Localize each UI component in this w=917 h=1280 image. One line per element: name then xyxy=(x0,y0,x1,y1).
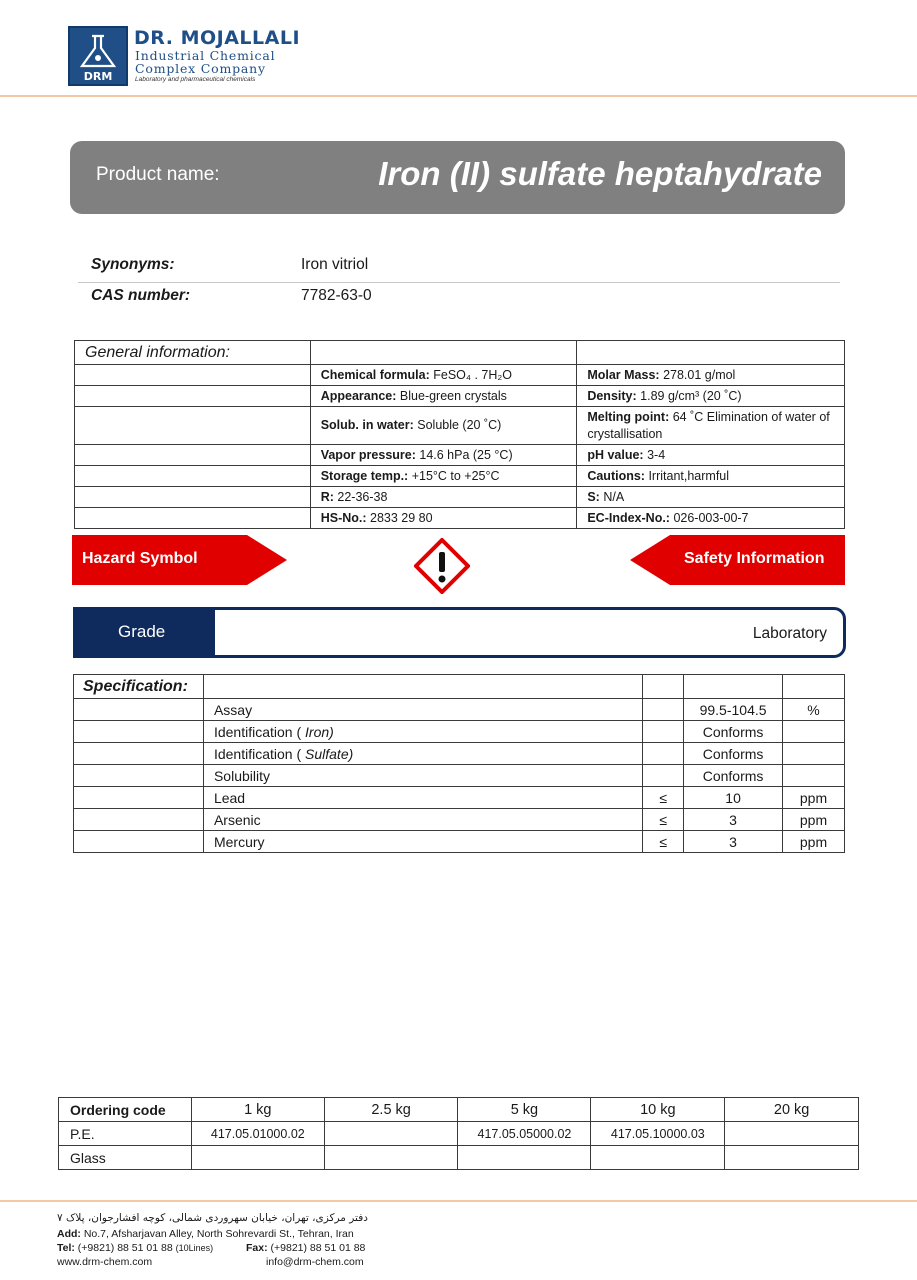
footer-divider xyxy=(0,1200,917,1202)
info-cell: EC-Index-No.: 026-003-00-7 xyxy=(577,508,845,529)
info-cell: HS-No.: 2833 29 80 xyxy=(310,508,577,529)
info-cell: Melting point: 64 ˚C Elimination of water of crystallisation xyxy=(577,407,845,445)
synonyms-label: Synonyms: xyxy=(91,256,175,273)
size-header: 10 kg xyxy=(591,1098,725,1122)
spec-row: Lead ≤ 10 ppm xyxy=(74,787,845,809)
ordering-row: P.E. 417.05.01000.02 417.05.05000.02 417.05.10000.03 xyxy=(59,1122,859,1146)
specification-table xyxy=(73,674,845,853)
product-label: Product name: xyxy=(96,164,220,185)
info-cell: Storage temp.: +15°C to +25°C xyxy=(310,466,577,487)
info-cell: Solub. in water: Soluble (20 ˚C) xyxy=(310,407,577,445)
ordering-table xyxy=(58,1097,859,1170)
cas-label: CAS number: xyxy=(91,287,191,304)
info-cell: Molar Mass: 278.01 g/mol xyxy=(577,365,845,386)
ordering-row: Glass xyxy=(59,1146,859,1170)
synonyms-value: Iron vitriol xyxy=(301,256,369,273)
ordering-code-header: Ordering code xyxy=(59,1098,192,1122)
size-header: 2.5 kg xyxy=(324,1098,458,1122)
company-logo xyxy=(68,26,128,86)
info-cell: pH value: 3-4 xyxy=(577,445,845,466)
logo-text: DRM xyxy=(83,70,113,83)
company-title: DR. MOJALLALI xyxy=(134,27,301,49)
size-header: 20 kg xyxy=(725,1098,859,1122)
spec-row: Identification ( Sulfate) Conforms xyxy=(74,743,845,765)
info-cell: Vapor pressure: 14.6 hPa (25 °C) xyxy=(310,445,577,466)
info-cell: Appearance: Blue-green crystals xyxy=(310,386,577,407)
product-name: Iron (II) sulfate heptahydrate xyxy=(378,155,822,192)
grade-value: Laboratory xyxy=(752,625,827,642)
hazard-symbol-label: Hazard Symbol xyxy=(82,550,198,567)
info-cell: Cautions: Irritant,harmful xyxy=(577,466,845,487)
info-cell: R: 22-36-38 xyxy=(310,487,577,508)
spec-row: Arsenic ≤ 3 ppm xyxy=(74,809,845,831)
general-info-title: General information: xyxy=(75,341,311,365)
safety-information-label: Safety Information xyxy=(684,550,825,567)
fax-line: Fax: (+9821) 88 51 01 88 xyxy=(246,1242,366,1254)
address-farsi: دفتر مرکزی، تهران، خیابان سهروردی شمالی، کوچه افشارجوان، پلاک ۷ xyxy=(57,1212,368,1224)
header-divider xyxy=(0,95,917,97)
company-tagline: Laboratory and pharmaceutical chemicals xyxy=(135,76,256,83)
size-header: 1 kg xyxy=(191,1098,324,1122)
flask-icon xyxy=(70,28,126,84)
info-cell: Density: 1.89 g/cm³ (20 ˚C) xyxy=(577,386,845,407)
info-cell: Chemical formula: FeSO₄ . 7H₂O xyxy=(310,365,577,386)
specification-title: Specification: xyxy=(74,675,204,699)
size-header: 5 kg xyxy=(458,1098,591,1122)
synonyms-divider xyxy=(78,282,840,283)
general-info-table xyxy=(74,340,845,529)
info-cell: S: N/A xyxy=(577,487,845,508)
grade-label: Grade xyxy=(118,622,166,641)
spec-row: Solubility Conforms xyxy=(74,765,845,787)
spec-row: Mercury ≤ 3 ppm xyxy=(74,831,845,853)
email-link[interactable]: info@drm-chem.com xyxy=(266,1256,364,1268)
phone-line: Tel: (+9821) 88 51 01 88 (10Lines) xyxy=(57,1242,214,1254)
spec-row: Identification ( Iron) Conforms xyxy=(74,721,845,743)
website-link[interactable]: www.drm-chem.com xyxy=(57,1256,153,1268)
cas-value: 7782-63-0 xyxy=(301,287,372,304)
spec-row: Assay 99.5-104.5 % xyxy=(74,699,845,721)
address-english: Add: No.7, Afsharjavan Alley, North Sohrevardi St., Tehran, Iran xyxy=(57,1228,354,1240)
company-line2: Complex Company xyxy=(135,61,266,76)
exclamation-pictogram-icon xyxy=(414,538,470,594)
company-line1: Industrial Chemical xyxy=(135,48,276,63)
